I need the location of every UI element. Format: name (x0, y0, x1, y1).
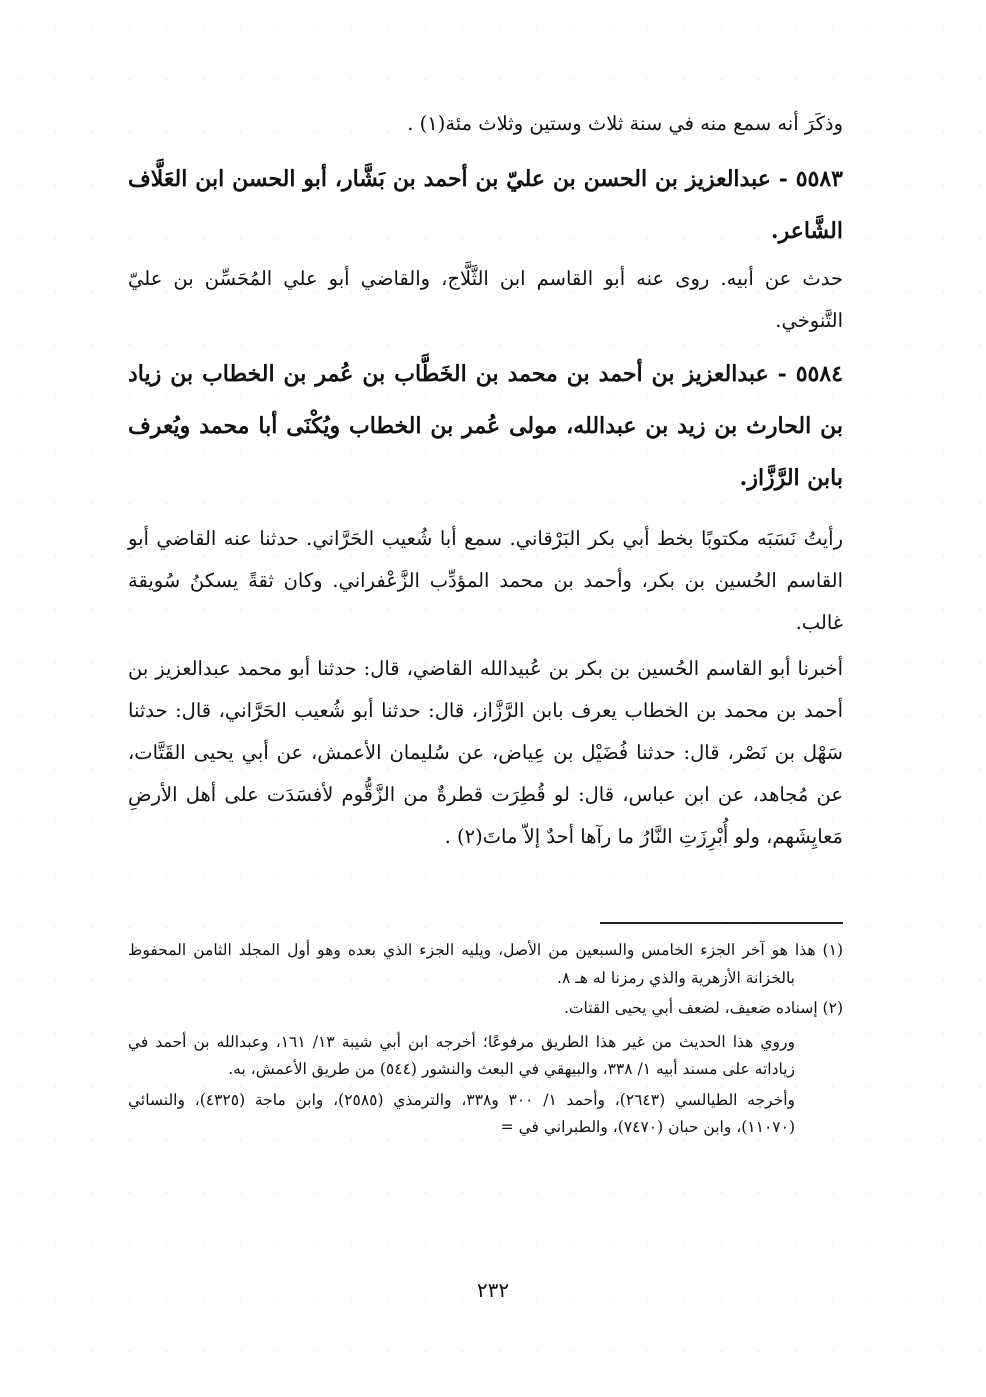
paragraph-hadith: أخبرنا أبو القاسم الحُسين بن بكر بن عُبيدالله القاضي، قال: حدثنا أبو محمد عبدالعزيز بن أحمد بن محمد بن الخطاب يعرف بابن الرَّزَّاز، قال: حدثنا أبو شُعيب الحَرَّاني، قال: حدثنا سَهْل بن نَصْر، قال: حدثنا فُضَيْل بن عِياض، عن سُليمان الأعمش، عن أبي يحيى القَتَّات، عن مُجاهد، عن ابن عباس، قال: لو قُطِرَت قطرةٌ من الزَّقُّوم لأفسَدَت على أهل الأرضِ مَعايِشَهم، ولو أُبْرِزَتِ النَّارُ ما رآها أحدٌ إلاّ ماتَ(٢) . (128, 657, 843, 848)
footnotes (128, 937, 843, 1142)
paragraph-5584-body: رأيتُ نَسَبَه مكتوبًا بخط أبي بكر البَرْقاني. سمع أبا شُعيب الحَرَّاني. حدثنا عنه القاضي أبو القاسم الحُسين بن بكر، وأحمد بن محمد المؤدِّب الزَّعْفراني. وكان ثقةً يسكنُ سُويقة غالب. (128, 527, 843, 634)
footnote-separator (600, 922, 843, 924)
footnote-2-continuation-a: وروي هذا الحديث من غير هذا الطريق مرفوعًا؛ أخرجه ابن أبي شيبة ١٣/ ١٦١، وعبدالله بن أحمد في زياداته على مسند أبيه ١/ ٣٣٨، والبيهقي في البعث والنشور (٥٤٤) من طريق الأعمش، به. (128, 1032, 796, 1078)
entry-5584: ٥٥٨٤ - عبدالعزيز بن أحمد بن محمد بن الخَطَّاب بن عُمر بن الخطاب بن زياد بن الحارث بن زيد بن عبدالله، مولى عُمر بن الخطاب ويُكْنَى أبا محمد ويُعرف بابن الرَّزَّاز. (128, 361, 843, 491)
paragraph-intro: وذكَرَ أنه سمع منه في سنة ثلاث وستين وثلاث مئة(١) . (407, 112, 843, 135)
footnote-2-continuation-b: وأخرجه الطيالسي (٢٦٤٣)، وأحمد ١/ ٣٠٠ و٣٣٨، والترمذي (٢٥٨٥)، وابن ماجة (٤٣٢٥)، والنسائي (١١٠٧٠)، وابن حبان (٧٤٧٠)، والطبراني في = (128, 1090, 796, 1136)
page-number: ٢٣٢ (476, 1278, 510, 1302)
paragraph-5583-body: حدث عن أبيه. روى عنه أبو القاسم ابن الثَّلَّاج، والقاضي أبو علي المُحَسِّن بن عليّ التَّنوخي. (128, 267, 843, 332)
footnote-2: (٢) إسناده ضعيف، لضعف أبي يحيى القتات. (563, 999, 843, 1017)
footnote-1: (١) هذا هو آخر الجزء الخامس والسبعين من الأصل، ويليه الجزء الذي بعده وهو أول المجلد الثامن المحفوظ بالخزانة الأزهرية والذي رمزنا له هـ ٨. (128, 941, 843, 987)
entry-5583: ٥٥٨٣ - عبدالعزيز بن الحسن بن عليّ بن أحمد بن بَشَّار، أبو الحسن ابن العَلَّاف الشَّاعر. (128, 166, 843, 244)
